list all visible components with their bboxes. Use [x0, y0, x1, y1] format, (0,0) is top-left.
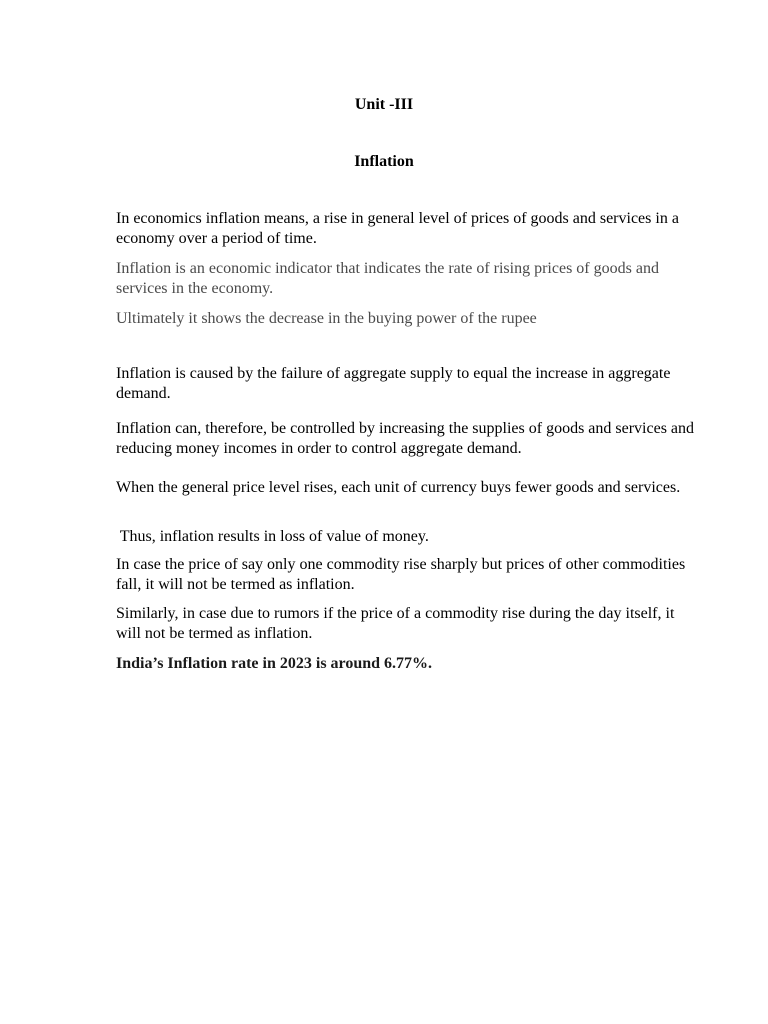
unit-title: Unit -III [354, 96, 414, 113]
section-title: Inflation [354, 153, 414, 170]
paragraph-definition: In economics inflation means, a rise in general level of prices of goods and services in a economy over a period of time. [116, 210, 679, 247]
paragraph-price-level: When the general price level rises, each unit of currency buys fewer goods and services. [116, 479, 681, 496]
paragraph-indicator: Inflation is an economic indicator that indicates the rate of rising prices of goods and services in the economy. [116, 260, 659, 297]
paragraph-rumors: Similarly, in case due to rumors if the price of a commodity rise during the day itself, it will not be termed as inflation. [116, 605, 675, 642]
paragraph-cause: Inflation is caused by the failure of aggregate supply to equal the increase in aggregate demand. [116, 365, 671, 402]
paragraph-buying-power: Ultimately it shows the decrease in the buying power of the rupee [116, 310, 537, 327]
paragraph-control: Inflation can, therefore, be controlled by increasing the supplies of goods and services and reducing money incomes in order to control aggregate demand. [116, 420, 695, 457]
paragraph-india-rate: India’s Inflation rate in 2023 is around 6.77%. [116, 655, 433, 672]
paragraph-loss-of-value: Thus, inflation results in loss of value of money. [116, 528, 429, 545]
paragraph-one-commodity: In case the price of say only one commodity rise sharply but prices of other commodities fall, it will not be termed as inflation. [116, 556, 686, 593]
